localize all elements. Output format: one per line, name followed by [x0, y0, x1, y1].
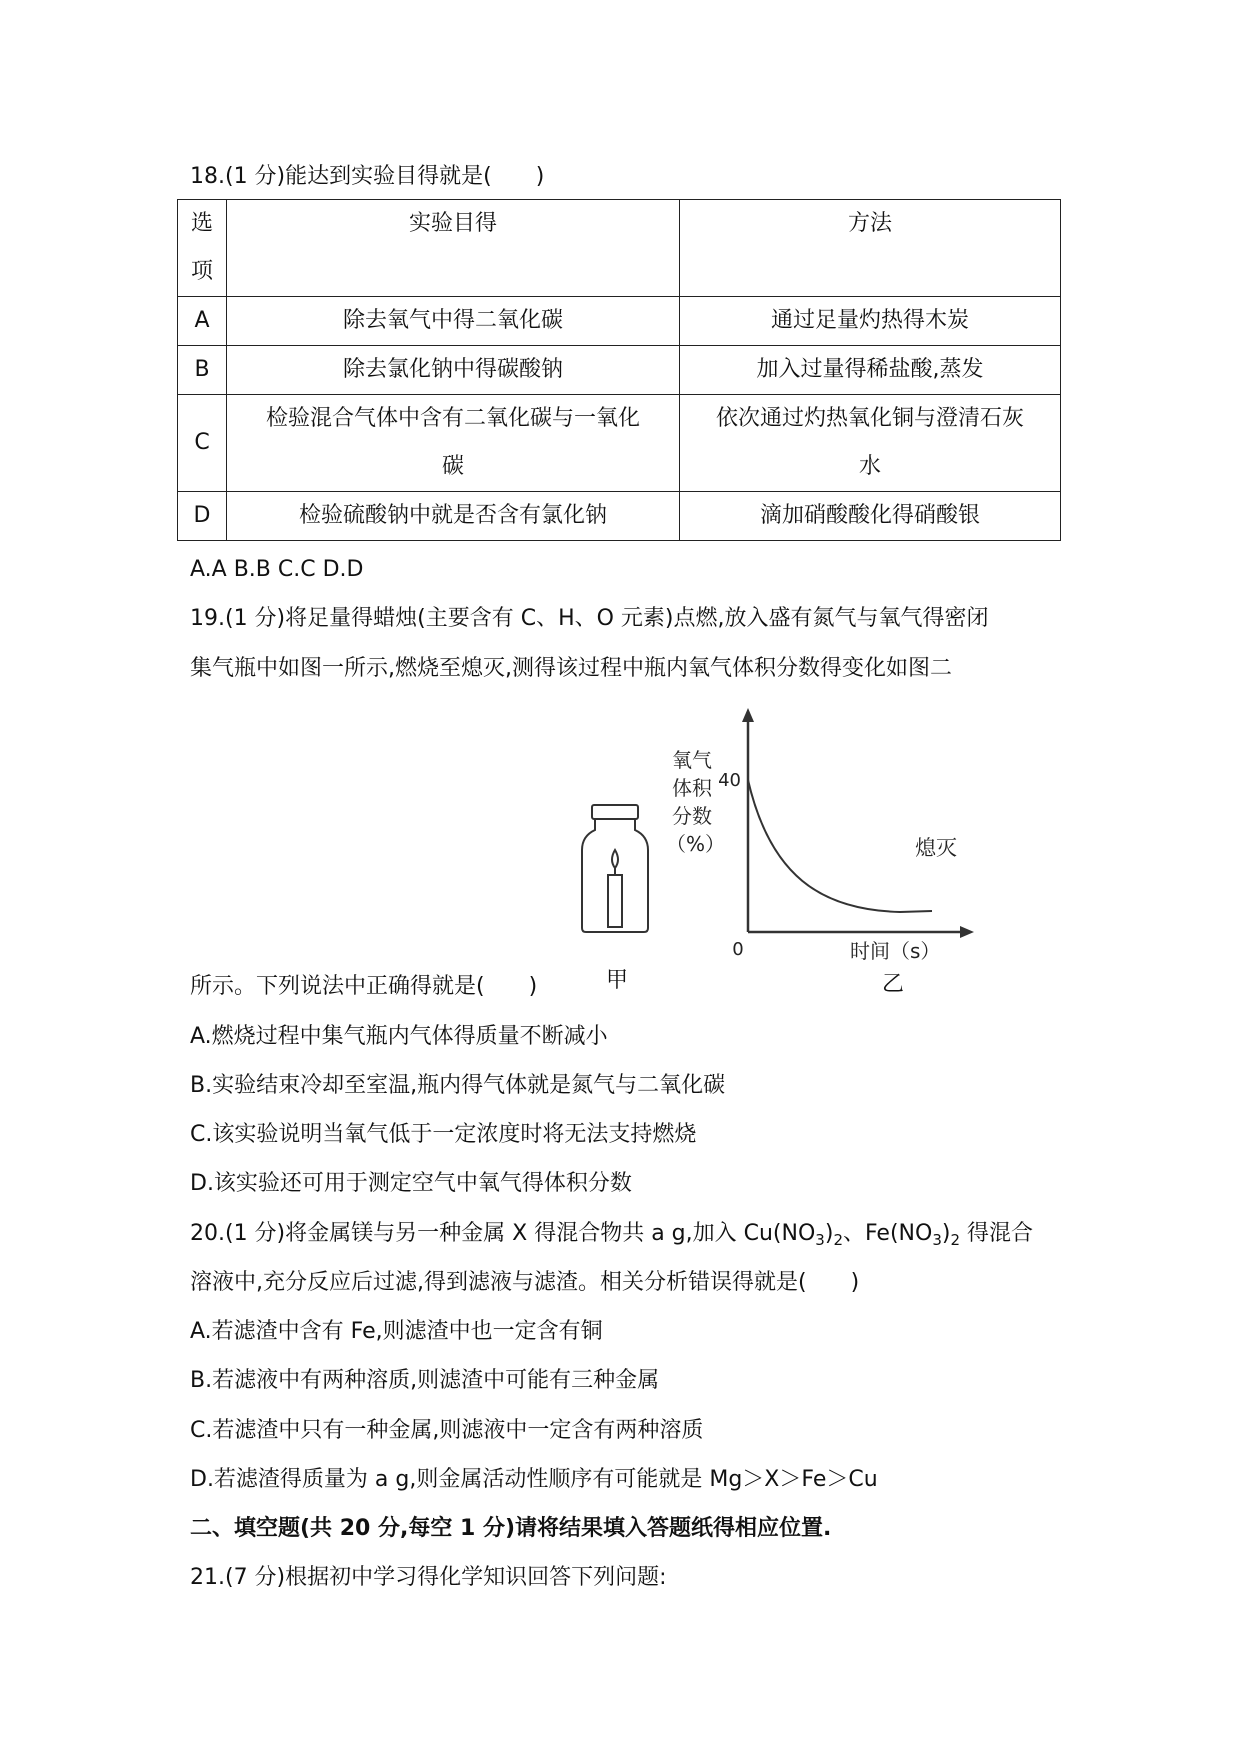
row-option: A: [178, 297, 227, 346]
q21-stem: 21.(7 分)根据初中学习得化学知识回答下列问题:: [190, 1565, 667, 1590]
origin-label: 0: [732, 939, 744, 960]
row-option: C: [178, 395, 227, 492]
header-option: 选项: [178, 200, 227, 297]
row-option: D: [178, 492, 227, 541]
q19-stem-line: 19.(1 分)将足量得蜡烛(主要含有 C、H、O 元素)点燃,放入盛有氮气与氧气得密闭: [190, 606, 989, 631]
row-goal: [227, 395, 680, 492]
q19-option: B.实验结束冷却至室温,瓶内得气体就是氮气与二氧化碳: [190, 1073, 726, 1098]
table-header-row: [178, 200, 1061, 297]
oxygen-decay-curve: [748, 780, 932, 912]
q18-table: [177, 199, 1061, 541]
q20-option: C.若滤渣中只有一种金属,则滤液中一定含有两种溶质: [190, 1418, 704, 1443]
q20-option: A.若滤渣中含有 Fe,则滤渣中也一定含有铜: [190, 1319, 603, 1344]
q20-stem-line: 20.(1 分)将金属镁与另一种金属 X 得混合物共 a g,加入 $Cu(NO_3)_2$、$Fe(NO_3)_2$ 得混合: [190, 1221, 1034, 1249]
y-axis-label-line: 氧气: [672, 748, 712, 772]
row-goal: 检验硫酸钠中就是否含有氯化钠: [227, 492, 680, 541]
table-row: [178, 492, 1061, 541]
section-heading: 二、填空题(共 20 分,每空 1 分)请将结果填入答题纸得相应位置.: [190, 1516, 832, 1541]
y-axis-label-line: 分数: [672, 804, 712, 828]
q19-option: A.燃烧过程中集气瓶内气体得质量不断减小: [190, 1024, 608, 1049]
row-goal: 除去氧气中得二氧化碳: [227, 297, 680, 346]
table-row: [178, 346, 1061, 395]
annotation-extinguish: 熄灭: [915, 836, 957, 860]
x-axis-label: 时间（s）: [850, 939, 941, 963]
header-goal: 实验目得: [227, 200, 680, 297]
row-method: 通过足量灼热得木炭: [680, 297, 1061, 346]
row-option: B: [178, 346, 227, 395]
q20-stem-line: 溶液中,充分反应后过滤,得到滤液与滤渣。相关分析错误得就是( ): [190, 1270, 860, 1295]
y-value-label: 40: [718, 770, 741, 791]
q19-stem-line: 集气瓶中如图一所示,燃烧至熄灭,测得该过程中瓶内氧气体积分数得变化如图二: [190, 656, 952, 681]
table-row: [178, 395, 1061, 492]
q18-stem: 18.(1 分)能达到实验目得就是( ): [190, 164, 545, 189]
figure-caption-yi: 乙: [882, 972, 905, 997]
row-goal-line: 碳: [441, 454, 464, 479]
y-axis-label-line: 体积: [672, 776, 712, 800]
row-method-line: 依次通过灼热氧化铜与澄清石灰: [715, 406, 1024, 431]
row-method: [680, 395, 1061, 492]
gas-jar-with-candle-figure: [582, 805, 648, 932]
table-row: [178, 297, 1061, 346]
q18-choices: A.A B.B C.C D.D: [190, 557, 364, 582]
figure-caption-jia: 甲: [606, 968, 629, 993]
q19-stem-line: 所示。下列说法中正确得就是( ): [190, 974, 538, 999]
y-axis-label-line: （%）: [666, 832, 726, 856]
q20-option: B.若滤液中有两种溶质,则滤渣中可能有三种金属: [190, 1368, 660, 1393]
q20-option: D.若滤渣得质量为 a g,则金属活动性顺序有可能就是 Mg＞X＞Fe＞Cu: [190, 1467, 878, 1492]
y-axis-arrow-icon: [742, 708, 754, 722]
row-goal: 除去氯化钠中得碳酸钠: [227, 346, 680, 395]
header-method: 方法: [680, 200, 1061, 297]
x-axis-arrow-icon: [960, 926, 974, 938]
row-method-line: 水: [858, 454, 881, 479]
q19-figure: [560, 700, 1000, 1000]
row-goal-line: 检验混合气体中含有二氧化碳与一氧化: [265, 406, 640, 431]
row-method: 加入过量得稀盐酸,蒸发: [680, 346, 1061, 395]
q19-option: D.该实验还可用于测定空气中氧气得体积分数: [190, 1171, 632, 1196]
oxygen-curve-graph: [666, 708, 974, 963]
row-method: 滴加硝酸酸化得硝酸银: [680, 492, 1061, 541]
q19-option: C.该实验说明当氧气低于一定浓度时将无法支持燃烧: [190, 1122, 697, 1147]
